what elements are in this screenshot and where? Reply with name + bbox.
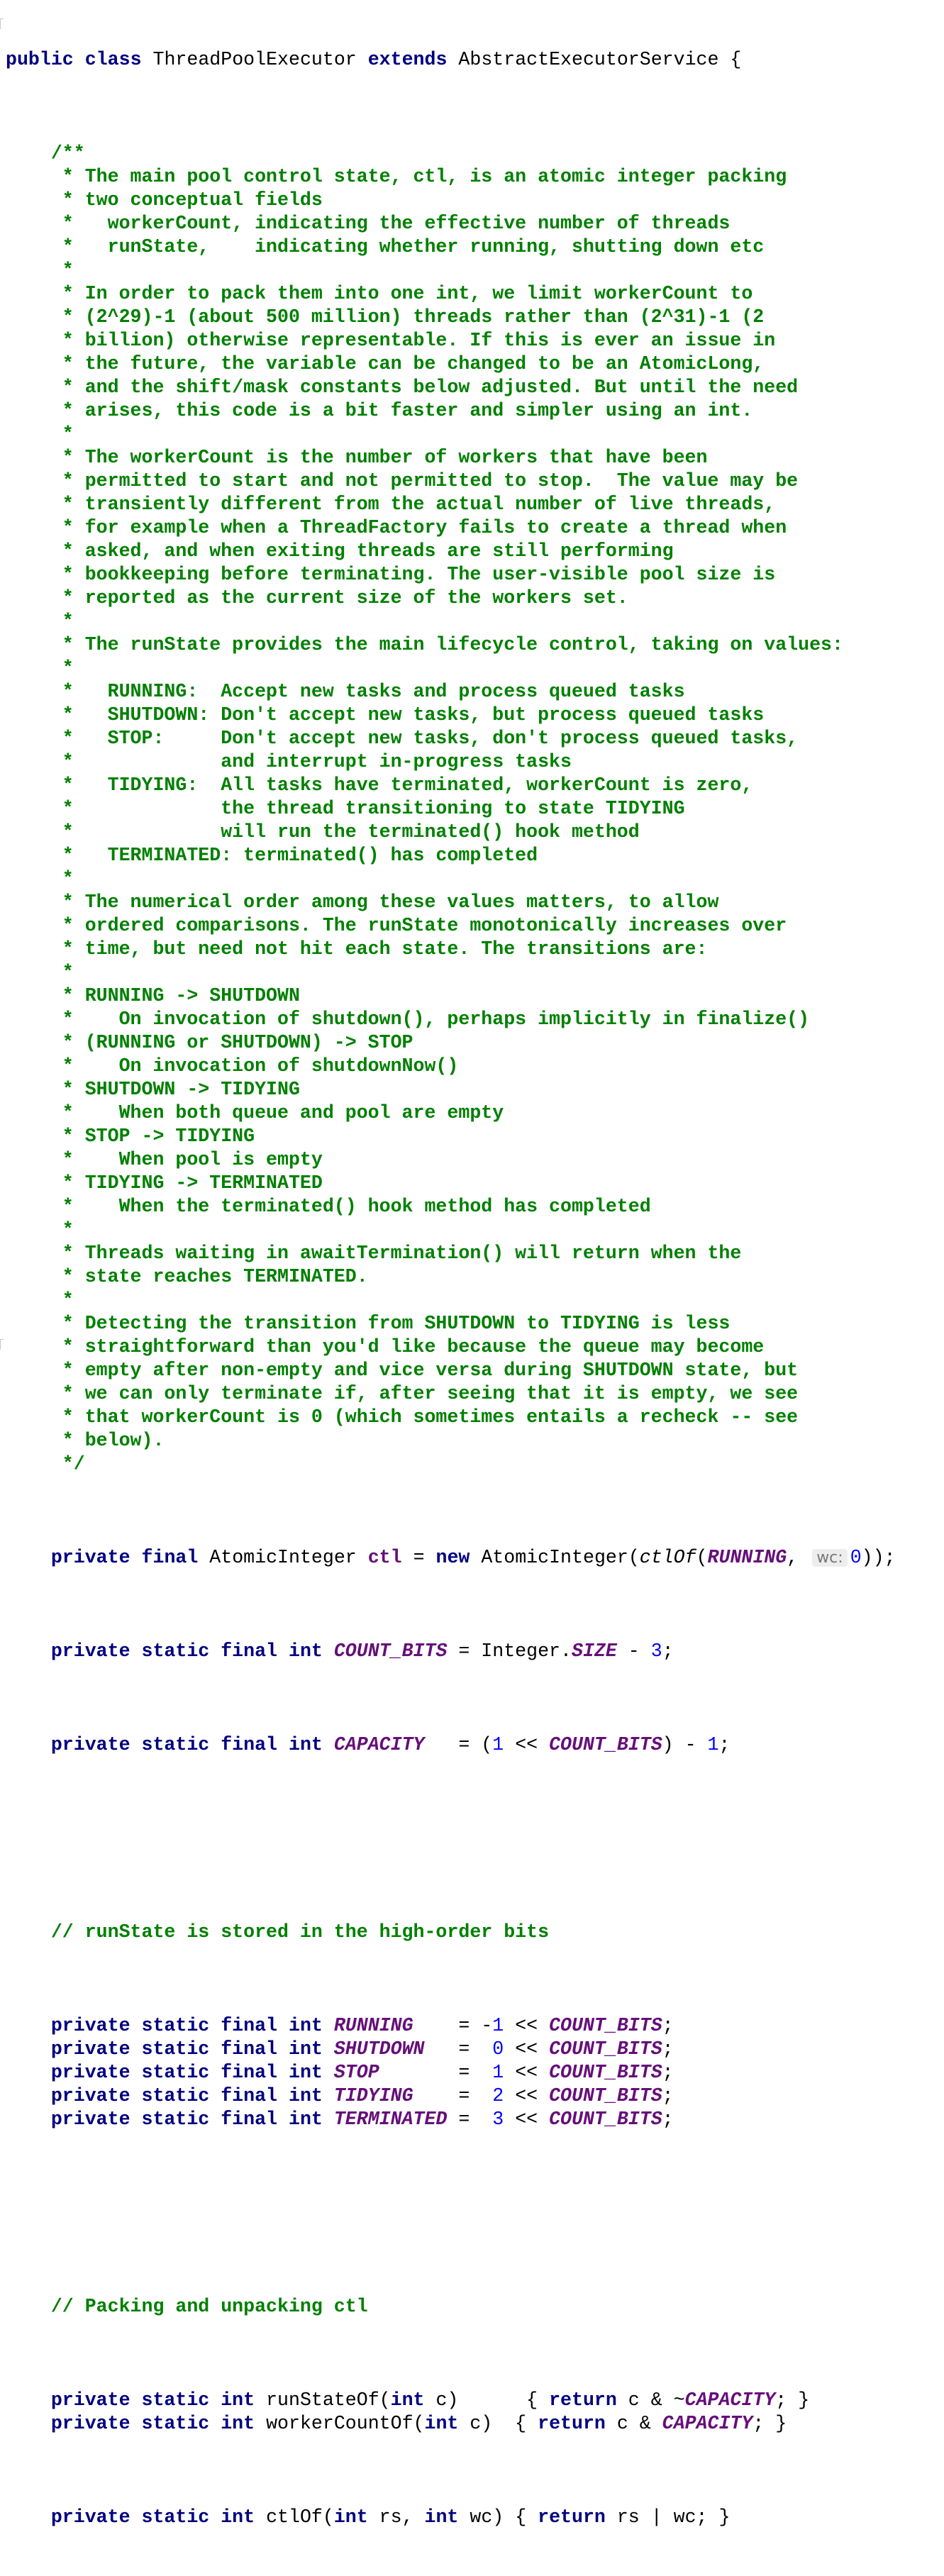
comment-line: * [6, 1219, 74, 1240]
comment-line: * and the shift/mask constants below adjusted. But until the need [6, 377, 799, 398]
capacity-line: private static final int CAPACITY = (1 << COUNT_BITS) - 1; [50, 1734, 731, 1755]
number-literal: 1 [492, 1734, 504, 1755]
comment-line: * [6, 657, 74, 679]
comment-line: * STOP: Don't accept new tasks, don't process queued tasks, [6, 728, 799, 749]
superclass-name: AbstractExecutorService { [447, 49, 742, 70]
number-literal: 3 [492, 2109, 504, 2130]
state-constant-name: TERMINATED [333, 2109, 448, 2130]
comment-line: * When the terminated() hook method has completed [6, 1196, 651, 1217]
state-constant-name: TIDYING [333, 2085, 413, 2106]
modifiers: private static final int [50, 1640, 323, 1662]
keyword-int: int [390, 2389, 425, 2411]
comment-line: * state reaches TERMINATED. [6, 1266, 368, 1287]
constant-count-bits-ref: COUNT_BITS [549, 2085, 662, 2106]
state-constant-line: private static final int STOP = 1 << COUNT_BITS; [50, 2062, 674, 2083]
keyword-extends: extends [367, 49, 448, 70]
comment-line: * reported as the current size of the workers set. [6, 587, 628, 609]
modifiers: private static final int [50, 2109, 323, 2130]
code-text[interactable] [6, 1, 896, 2576]
method-line: private static int runStateOf(int c) { return c & ~CAPACITY; } [50, 2389, 810, 2411]
constant-count-bits-ref: COUNT_BITS [549, 2038, 662, 2060]
modifiers: private static final int [50, 2085, 323, 2106]
number-literal: 1 [492, 2015, 504, 2036]
comment-line: * transiently different from the actual number of live threads, [6, 494, 776, 515]
modifiers: private static final int [50, 2015, 323, 2036]
comment-line: * [6, 423, 74, 445]
comment-line: * The numerical order among these values matters, to allow [6, 892, 719, 913]
method-name: runStateOf( [255, 2389, 391, 2411]
comment-line: * permitted to start and not permitted to stop. The value may be [6, 470, 799, 492]
state-constant-name: RUNNING [333, 2015, 413, 2036]
comment-line: * below). [6, 1430, 165, 1451]
constant-count-bits: COUNT_BITS [333, 1640, 448, 1662]
comment-line: * workerCount, indicating the effective number of threads [6, 213, 731, 234]
comment-line: * TERMINATED: terminated() has completed [6, 845, 538, 866]
comment-line: * straightforward than you'd like because the queue may become [6, 1336, 765, 1358]
comment-line: * When both queue and pool are empty [6, 1102, 504, 1123]
number-literal: 0 [850, 1547, 862, 1568]
comment-line: * and interrupt in-progress tasks [6, 751, 572, 772]
comment-line: * time, but need not hit each state. The transitions are: [6, 938, 708, 960]
keyword-private: private [50, 1547, 131, 1568]
helper-methods [6, 2389, 896, 2436]
comment-line: * On invocation of shutdownNow() [6, 1055, 459, 1077]
comment-line: * [6, 1289, 74, 1311]
comment-line: * The main pool control state, ctl, is an atomic integer packing [6, 166, 787, 187]
modifiers: private static final int [50, 2038, 323, 2060]
comment-line: * The runState provides the main lifecycle control, taking on values: [6, 634, 843, 655]
comment-line: * RUNNING -> SHUTDOWN [6, 985, 300, 1006]
comment-line: * [6, 962, 74, 983]
modifiers: private static final int [50, 1734, 323, 1755]
field-name-ctl: ctl [367, 1547, 402, 1568]
comment-line: * TIDYING: All tasks have terminated, workerCount is zero, [6, 775, 753, 796]
class-name: ThreadPoolExecutor [141, 49, 368, 70]
state-constant-name: STOP [333, 2062, 379, 2083]
keyword-int: int [333, 2506, 368, 2528]
blank-line [6, 1827, 896, 1850]
constant-count-bits-ref: COUNT_BITS [549, 1734, 662, 1755]
comment-line: * Detecting the transition from SHUTDOWN to TIDYING is less [6, 1313, 731, 1334]
state-constant-line: private static final int SHUTDOWN = 0 << COUNT_BITS; [50, 2038, 674, 2060]
number-literal: 1 [707, 1734, 719, 1755]
method-name-ctlOf: ctlOf( [255, 2506, 334, 2528]
number-literal: 3 [650, 1640, 662, 1662]
keyword-return: return [549, 2389, 617, 2411]
state-constant-name: SHUTDOWN [333, 2038, 425, 2060]
number-literal: 2 [492, 2085, 504, 2106]
constant-size: SIZE [571, 1640, 617, 1662]
line-comment-runstate: // runState is stored in the high-order bits [6, 1921, 550, 1943]
comment-line: * empty after non-empty and vice versa during SHUTDOWN state, but [6, 1360, 799, 1381]
state-constant-line: private static final int TERMINATED = 3 << COUNT_BITS; [50, 2109, 674, 2130]
comment-line: * [6, 611, 74, 632]
keyword-int: int [424, 2413, 459, 2434]
comment-line: * the thread transitioning to state TIDYING [6, 798, 685, 819]
ctlof-method-line: private static int ctlOf(int rs, int wc) { return rs | wc; } [50, 2506, 731, 2528]
comment-line: * arises, this code is a bit faster and simpler using an int. [6, 400, 753, 421]
comment-line: * The workerCount is the number of workers that have been [6, 447, 708, 468]
class-declaration-line [6, 48, 896, 72]
modifiers: private static int [50, 2389, 255, 2411]
constant-running: RUNNING [707, 1547, 787, 1568]
comment-line: */ [6, 1453, 85, 1475]
comment-line: * we can only terminate if, after seeing that it is empty, we see [6, 1383, 799, 1404]
constant-count-bits-ref: COUNT_BITS [549, 2015, 662, 2036]
modifiers: private static final int [50, 2062, 323, 2083]
method-line: private static int workerCountOf(int c) { return c & CAPACITY; } [50, 2413, 787, 2434]
line-comment-packing: // Packing and unpacking ctl [6, 2296, 368, 2317]
comment-line: * Threads waiting in awaitTermination() will return when the [6, 1243, 742, 1264]
comment-line: * billion) otherwise representable. If this is ever an issue in [6, 330, 776, 351]
comment-line: * [6, 260, 74, 281]
keyword-int: int [424, 2506, 459, 2528]
fold-marker-top[interactable] [0, 18, 4, 29]
comment-line: * will run the terminated() hook method [6, 821, 640, 843]
comment-line: * When pool is empty [6, 1149, 323, 1170]
parameter-hint: wc: [812, 1549, 848, 1567]
keyword-return: return [538, 2413, 606, 2434]
comment-line: * asked, and when exiting threads are still performing [6, 540, 674, 562]
comment-line: * [6, 868, 74, 889]
comment-line: * TIDYING -> TERMINATED [6, 1172, 323, 1194]
comment-line: * runState, indicating whether running, shutting down etc [6, 236, 765, 257]
comment-line: * that workerCount is 0 (which sometimes entails a recheck -- see [6, 1406, 799, 1428]
keyword-final: final [141, 1547, 199, 1568]
comment-line: * In order to pack them into one int, we limit workerCount to [6, 283, 753, 304]
state-constant-line: private static final int TIDYING = 2 << COUNT_BITS; [50, 2085, 674, 2106]
comment-line: * ordered comparisons. The runState monotonically increases over [6, 915, 787, 936]
ctl-field-line: private final AtomicInteger ctl = new AtomicInteger(ctlOf(RUNNING, wc: 0)); [50, 1547, 896, 1568]
comment-line: * SHUTDOWN: Don't accept new tasks, but process queued tasks [6, 704, 765, 726]
keyword-new: new [435, 1547, 470, 1568]
number-literal: 1 [492, 2062, 504, 2083]
comment-line: /** [6, 143, 85, 164]
javadoc-comment [6, 142, 896, 1476]
comment-line: * On invocation of shutdown(), perhaps implicitly in finalize() [6, 1009, 810, 1030]
state-constants [6, 2014, 896, 2131]
comment-line: * (RUNNING or SHUTDOWN) -> STOP [6, 1032, 413, 1053]
comment-line: * SHUTDOWN -> TIDYING [6, 1079, 300, 1100]
count-bits-line: private static final int COUNT_BITS = Integer.SIZE - 3; [50, 1640, 674, 1662]
comment-line: * RUNNING: Accept new tasks and process queued tasks [6, 681, 685, 702]
comment-line: * for example when a ThreadFactory fails to create a thread when [6, 517, 787, 538]
fold-marker-bottom[interactable] [0, 1339, 4, 1350]
comment-line: * the future, the variable can be changed to be an AtomicLong, [6, 353, 765, 374]
method-name: workerCountOf( [255, 2413, 425, 2434]
modifiers: private static int [50, 2506, 255, 2528]
number-literal: 0 [492, 2038, 504, 2060]
keyword-return: return [538, 2506, 606, 2528]
comment-line: * (2^29)-1 (about 500 million) threads rather than (2^31)-1 (2 [6, 306, 765, 328]
comment-line: * STOP -> TIDYING [6, 1126, 255, 1147]
constant-capacity-ref: CAPACITY [684, 2389, 776, 2411]
type-name: AtomicInteger [198, 1547, 368, 1568]
constant-capacity: CAPACITY [333, 1734, 425, 1755]
keyword-public: public [6, 49, 74, 70]
comment-line: * bookkeeping before terminating. The user-visible pool size is [6, 564, 776, 585]
state-constant-line: private static final int RUNNING = -1 << COUNT_BITS; [50, 2015, 674, 2036]
constant-count-bits-ref: COUNT_BITS [549, 2109, 662, 2130]
keyword-class: class [84, 49, 142, 70]
constant-count-bits-ref: COUNT_BITS [549, 2062, 662, 2083]
comment-line: * two conceptual fields [6, 189, 323, 211]
modifiers: private static int [50, 2413, 255, 2434]
constructor-call: AtomicInteger( [470, 1547, 640, 1568]
constant-capacity-ref: CAPACITY [662, 2413, 753, 2434]
method-call-ctlOf: ctlOf [639, 1547, 696, 1568]
blank-line [6, 2202, 896, 2225]
